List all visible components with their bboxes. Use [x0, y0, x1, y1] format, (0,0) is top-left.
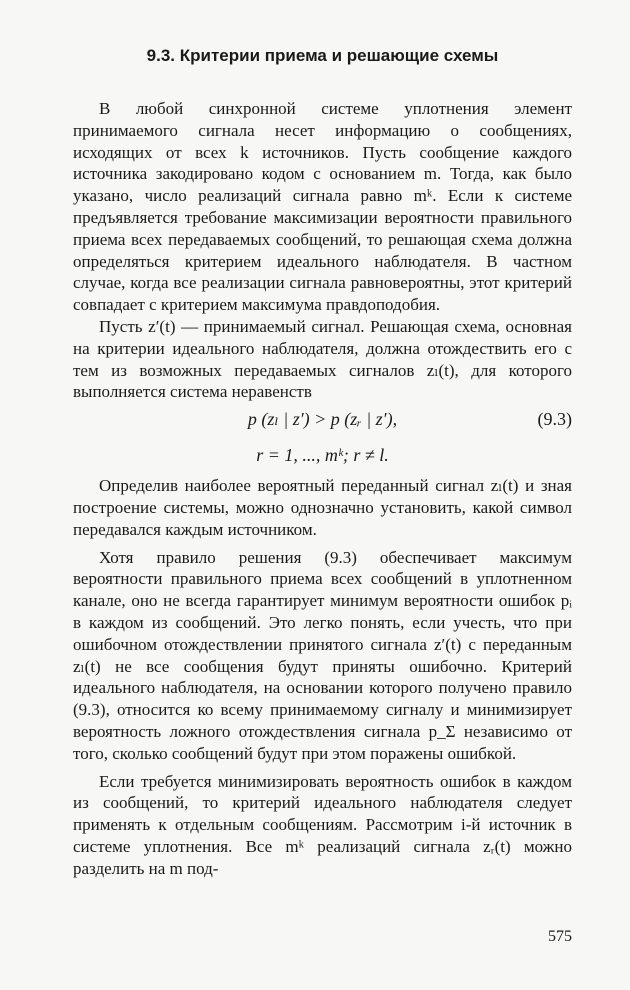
paragraph-1: В любой синхронной системе уплотнения элемент принимаемого сигнала несет информацию о сообщениях, исходящих от всех k источников. Пусть сообщение каждого источника закодировано кодом с основанием m. Тогда, как было указано, число реализаций сигнала равно mᵏ. Если к системе предъявляется требование максимизации вероятности правильного приема всех передаваемых сообщений, то решающая схема должна определяться критерием идеального наблюдателя. В частном случае, когда все реализации сигнала равновероятны, этот критерий совпадает с критерием максимума правдоподобия.	[73, 99, 572, 315]
paragraph-3: Определив наиболее вероятный переданный сигнал zₗ(t) и зная построение системы, можно однозначно установить, какой символ передавался каждым источником.	[73, 476, 572, 539]
page-number: 575	[548, 928, 572, 945]
paragraph-4: Хотя правило решения (9.3) обеспечивает максимум вероятности правильного приема всех сообщений в уплотненном канале, оно не всегда гарантирует минимум вероятности ошибок pᵢ в каждом из сообщений. Это легко понять, если учесть, что при ошибочном отождествлении принятого сигнала z′(t) с переданным zₗ(t) не все сообщения будут приняты ошибочно. Критерий идеального наблюдателя, на основании которого получено правило (9.3), относится ко всему принимаемому сигналу и минимизирует вероятность ложного отождествления сигнала p_Σ независимо от того, сколько сообщений будут при этом поражены ошибкой.	[73, 547, 572, 763]
equation-expression: p (zₗ | z′) > p (zᵣ | z′),	[247, 408, 398, 429]
paragraph-5: Если требуется минимизировать вероятность ошибок в каждом из сообщений, то критерий идеального наблюдателя следует применять к отдельным сообщениям. Рассмотрим i-й источник в системе уплотнения. Все mᵏ реализаций сигнала zᵣ(t) можно разделить на m под-	[73, 771, 572, 878]
equation-condition: r = 1, ..., mᵏ; r ≠ l.	[256, 445, 389, 466]
equation-number: (9.3)	[537, 408, 572, 429]
equation-9-3	[73, 403, 572, 435]
paragraph-2: Пусть z′(t) — принимаемый сигнал. Решающая схема, основная на критерии идеального наблюдателя, должна отождествить его с тем из возможных передаваемых сигналов zₗ(t), для которого выполняется система неравенств	[73, 316, 572, 402]
section-heading: 9.3. Критерии приема и решающие схемы	[146, 46, 499, 65]
